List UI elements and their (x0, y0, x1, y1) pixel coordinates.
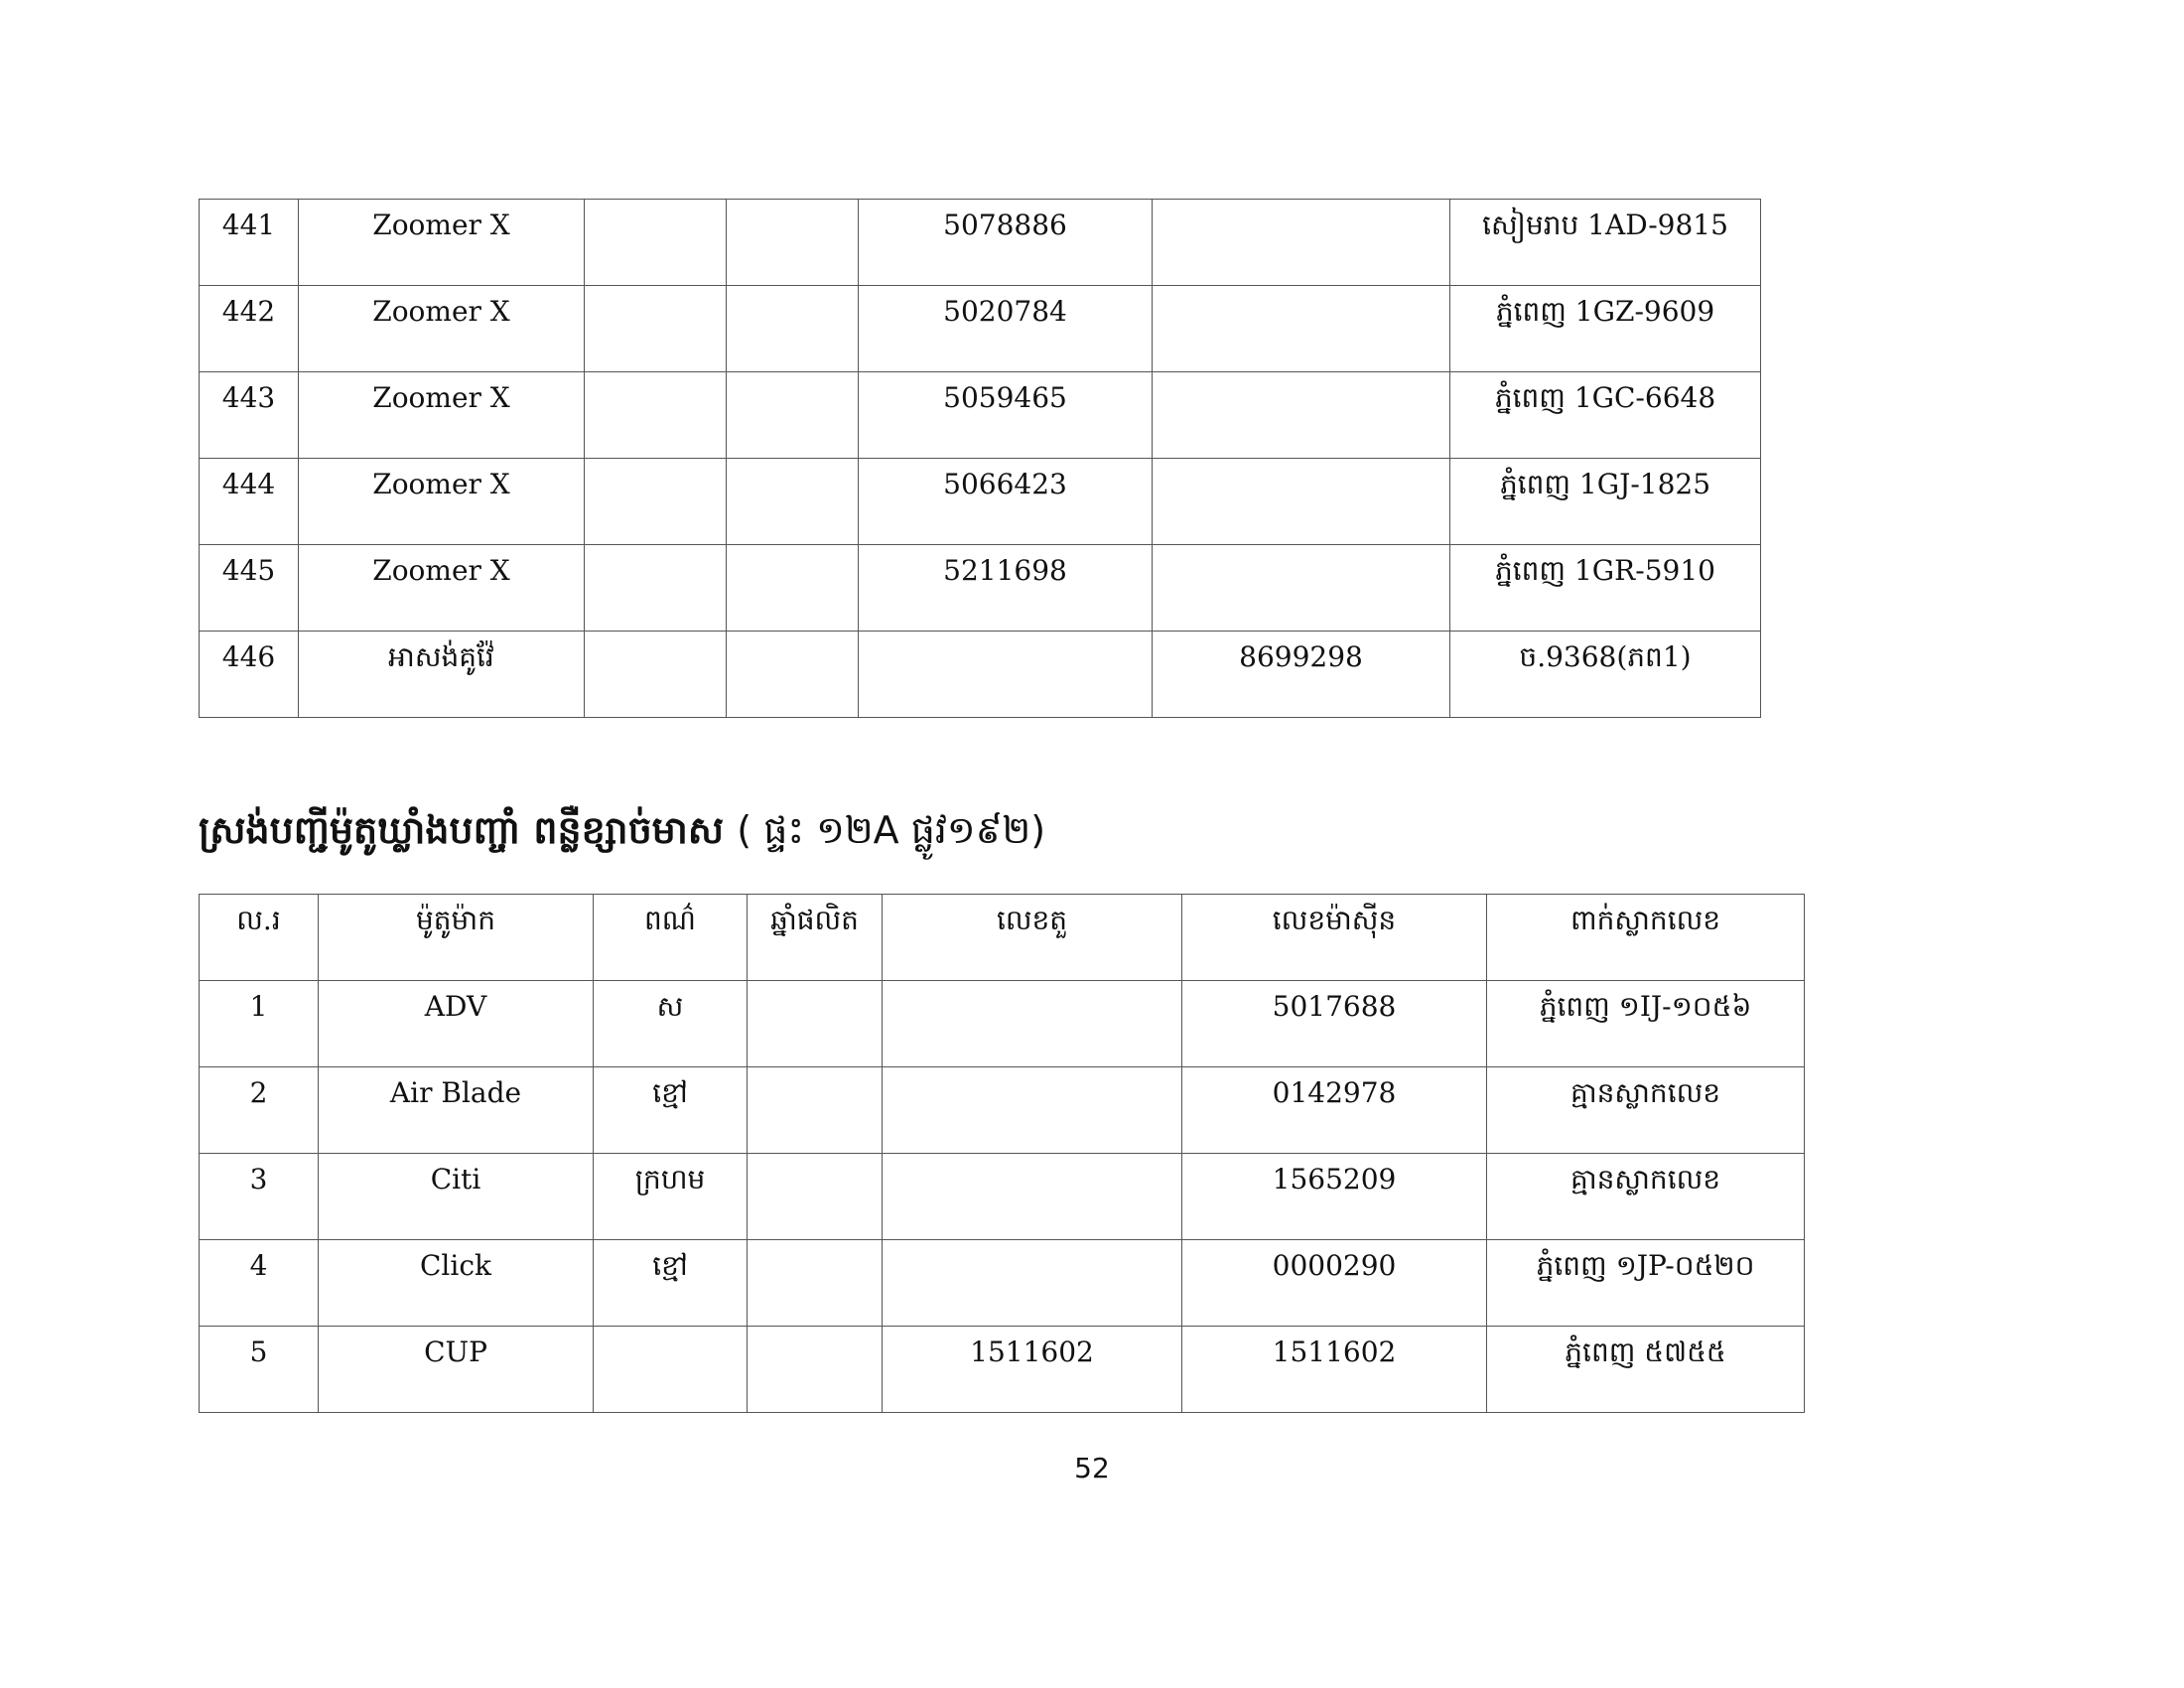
table-cell-text: Zoomer X (372, 381, 510, 414)
table-cell (1450, 286, 1761, 372)
column-header-text: ម៉ូតូម៉ាក (416, 904, 495, 936)
section-heading-detail: ( ផ្ទះ ១២A ផ្លូវ១៩២) (737, 808, 1046, 852)
table-cell (299, 545, 585, 632)
table-cell-text (585, 372, 726, 384)
table-cell-text: 5 (249, 1336, 268, 1368)
table-cell-text (585, 545, 726, 557)
table-row (200, 200, 1761, 286)
table-cell-text (748, 981, 882, 993)
table-cell (748, 1154, 883, 1240)
table-cell-text: Click (420, 1249, 491, 1282)
table-cell (319, 1067, 594, 1154)
table-cell (727, 545, 859, 632)
table-cell (594, 1240, 748, 1327)
table-cell-text (585, 459, 726, 471)
table-row (200, 1240, 1805, 1327)
table-cell (319, 1154, 594, 1240)
table-cell-text (883, 1067, 1181, 1079)
table-cell-text (748, 1154, 882, 1166)
table-cell (1450, 459, 1761, 545)
table-cell (883, 1327, 1182, 1413)
column-header (594, 895, 748, 981)
table-cell (299, 372, 585, 459)
table-cell (727, 200, 859, 286)
table-header-row (200, 895, 1805, 981)
table-cell (319, 1240, 594, 1327)
table-cell (883, 1154, 1182, 1240)
table-cell-text: 2 (249, 1076, 268, 1109)
table-cell-text (594, 1327, 747, 1338)
table-cell-text: 445 (221, 554, 276, 587)
table-cell (319, 981, 594, 1067)
table-cell (1487, 1154, 1805, 1240)
table-cell (883, 1067, 1182, 1154)
table-row (200, 545, 1761, 632)
table-cell-text (727, 286, 858, 298)
table-cell-text: គ្មានស្លាកលេខ (1570, 1163, 1721, 1196)
table-row (200, 459, 1761, 545)
table-cell-text: ភ្នំពេញ ១IJ-១០៥៦ (1539, 990, 1752, 1023)
table-cell-text: CUP (424, 1336, 487, 1368)
table-cell-text: 0000290 (1272, 1249, 1397, 1282)
table-cell-text (1153, 459, 1449, 471)
table-cell (859, 632, 1153, 718)
table-cell-text: 5059465 (943, 381, 1067, 414)
table-cell (748, 981, 883, 1067)
table-cell-text: 5017688 (1272, 990, 1397, 1023)
table-cell (299, 286, 585, 372)
table-cell (727, 632, 859, 718)
table-cell-text: 8699298 (1239, 640, 1363, 673)
table-cell (200, 632, 299, 718)
table-cell-text (748, 1327, 882, 1338)
section-heading (199, 806, 1045, 862)
table-cell (594, 981, 748, 1067)
table-cell (859, 545, 1153, 632)
table-cell-text: Zoomer X (372, 554, 510, 587)
table-cell (299, 459, 585, 545)
column-header-text: លេខម៉ាស៊ីន (1272, 904, 1397, 936)
table-cell (585, 286, 727, 372)
table-cell (200, 459, 299, 545)
table-cell (1182, 1067, 1487, 1154)
table-cell-text: Zoomer X (372, 468, 510, 500)
table-cell (319, 1327, 594, 1413)
column-header (748, 895, 883, 981)
table-cell (883, 981, 1182, 1067)
table-cell (1450, 632, 1761, 718)
table-cell-text: ក្រហម (634, 1163, 706, 1196)
table-cell-text: 5211698 (943, 554, 1067, 587)
column-header (1182, 895, 1487, 981)
table-cell-text (883, 1240, 1181, 1252)
table-cell-text (727, 545, 858, 557)
table-cell-text: 444 (221, 468, 276, 500)
table-cell (748, 1067, 883, 1154)
table-cell (1182, 1240, 1487, 1327)
table-row (200, 1154, 1805, 1240)
table-cell-text: 0142978 (1272, 1076, 1397, 1109)
column-header (200, 895, 319, 981)
table-cell (1487, 1240, 1805, 1327)
table-cell-text (859, 632, 1152, 643)
column-header (883, 895, 1182, 981)
table-cell-text: 1511602 (970, 1336, 1094, 1368)
column-header-text: ពាក់ស្លាកលេខ (1570, 904, 1721, 936)
table-cell-text: 441 (221, 209, 276, 241)
table-cell (859, 200, 1153, 286)
table-cell (1450, 372, 1761, 459)
table-cell-text: Air Blade (389, 1076, 522, 1109)
motorcycle-table-continued (199, 199, 1761, 718)
table-cell (299, 632, 585, 718)
table-cell (299, 200, 585, 286)
table-cell-text: ភ្នំពេញ ១JP-០៥២០ (1536, 1249, 1755, 1282)
table-cell (859, 459, 1153, 545)
table-cell (727, 286, 859, 372)
table-cell-text: 5066423 (943, 468, 1067, 500)
table-cell-text: ភ្នំពេញ 1GZ-9609 (1495, 295, 1715, 328)
table-cell (727, 459, 859, 545)
table-cell-text: Zoomer X (372, 209, 510, 241)
table-cell-text (1153, 545, 1449, 557)
table-cell (585, 459, 727, 545)
table-cell (200, 1327, 319, 1413)
table-cell-text: 3 (249, 1163, 268, 1196)
table-cell (585, 372, 727, 459)
table-cell-text: ខ្មៅ (652, 1076, 688, 1109)
table-cell-text (585, 200, 726, 211)
table-cell-text: អាសង់គូវ៉ែ (388, 640, 494, 673)
table-cell-text (585, 632, 726, 643)
table-cell-text (883, 1154, 1181, 1166)
table-cell (200, 545, 299, 632)
table-cell-text: 4 (249, 1249, 268, 1282)
column-header-text: ឆ្នាំផលិត (770, 904, 859, 936)
table-cell (200, 981, 319, 1067)
column-header-text: ល.រ (236, 904, 281, 936)
table-cell-text: 5020784 (943, 295, 1067, 328)
table-cell-text (727, 372, 858, 384)
table-row (200, 286, 1761, 372)
table-cell-text: ភ្នំពេញ 1GC-6648 (1494, 381, 1716, 414)
table-cell-text (727, 200, 858, 211)
table-row (200, 632, 1761, 718)
table-cell-text: ខ្មៅ (652, 1249, 688, 1282)
table-cell-text: ភ្នំពេញ 1GJ-1825 (1499, 468, 1711, 500)
table-row (200, 1067, 1805, 1154)
table-cell-text: 1565209 (1272, 1163, 1397, 1196)
table-cell-text: 5078886 (943, 209, 1067, 241)
table-cell (200, 286, 299, 372)
table-cell-text: Zoomer X (372, 295, 510, 328)
table-cell-text (748, 1240, 882, 1252)
column-header (319, 895, 594, 981)
column-header-text: ពណ៌ (644, 904, 696, 936)
table-cell-text: គ្មានស្លាកលេខ (1570, 1076, 1721, 1109)
table-cell-text (883, 981, 1181, 993)
table-cell (1487, 981, 1805, 1067)
table-cell (200, 1067, 319, 1154)
table-cell-text (727, 632, 858, 643)
table-cell-text: ADV (424, 990, 487, 1023)
table-cell (1182, 981, 1487, 1067)
table-cell (200, 200, 299, 286)
table-cell (1153, 632, 1450, 718)
table-cell-text: ច.9368(ភព1) (1519, 640, 1692, 673)
table-cell (200, 1154, 319, 1240)
table-cell-text: 1 (249, 990, 268, 1023)
table-cell-text (585, 286, 726, 298)
section-heading-title: ស្រង់បញ្ជីម៉ូតូឃ្លាំងបញ្ចាំ ពន្លឺខ្សាច់មាស (199, 808, 725, 852)
table-cell (1182, 1154, 1487, 1240)
table-cell (1153, 200, 1450, 286)
table-cell-text: ភ្នំពេញ 1GR-5910 (1495, 554, 1715, 587)
table-cell (594, 1067, 748, 1154)
table-cell (200, 372, 299, 459)
table-cell (585, 632, 727, 718)
table-cell-text (748, 1067, 882, 1079)
table-cell (748, 1240, 883, 1327)
table-cell-text: 442 (221, 295, 276, 328)
table-row (200, 1327, 1805, 1413)
table-cell (594, 1154, 748, 1240)
table-cell (1450, 200, 1761, 286)
table-cell (727, 372, 859, 459)
table-cell (1153, 459, 1450, 545)
table-cell (1450, 545, 1761, 632)
table-cell (859, 372, 1153, 459)
table-cell-text: សៀមរាប 1AD-9815 (1482, 209, 1728, 241)
table-cell (748, 1327, 883, 1413)
table-cell-text: ភ្នំពេញ ៥៧៥៥ (1565, 1336, 1726, 1368)
table-cell (200, 1240, 319, 1327)
table-cell (585, 200, 727, 286)
table-row (200, 372, 1761, 459)
table-row (200, 981, 1805, 1067)
table-cell (1153, 286, 1450, 372)
table-cell (1487, 1067, 1805, 1154)
table-cell-text: 446 (221, 640, 276, 673)
table-cell (859, 286, 1153, 372)
table-cell-text: Citi (430, 1163, 481, 1196)
motorcycle-warehouse-table (199, 894, 1805, 1413)
table-cell-text (1153, 200, 1449, 211)
table-cell (1487, 1327, 1805, 1413)
table-cell-text: ស (656, 990, 684, 1023)
table-cell (1153, 372, 1450, 459)
table-cell-text: 1511602 (1272, 1336, 1397, 1368)
table-cell (1153, 545, 1450, 632)
page-number: 52 (1074, 1452, 1110, 1484)
table-cell-text (1153, 372, 1449, 384)
table-cell-text (727, 459, 858, 471)
column-header-text: លេខតួ (996, 904, 1068, 936)
table-cell-text (1153, 286, 1449, 298)
table-cell (1182, 1327, 1487, 1413)
column-header (1487, 895, 1805, 981)
table-cell (883, 1240, 1182, 1327)
table-cell (585, 545, 727, 632)
table-cell (594, 1327, 748, 1413)
table-cell-text: 443 (221, 381, 276, 414)
